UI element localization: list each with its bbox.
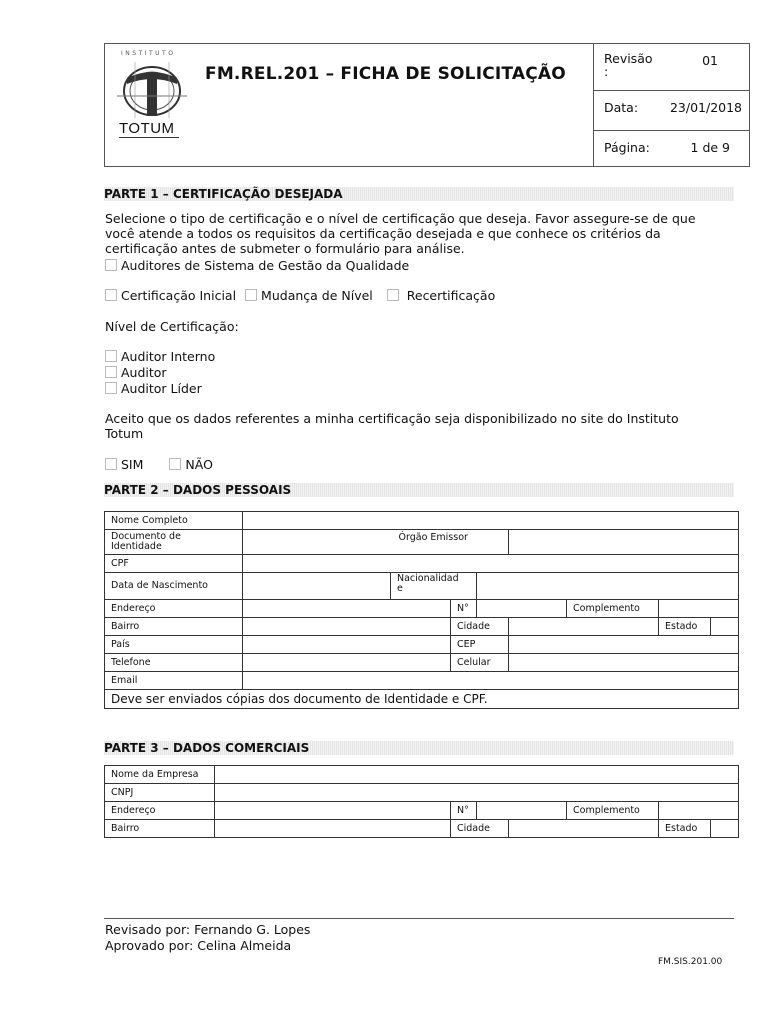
auditores-checkbox[interactable] [105,259,117,271]
part1-intro-line1: Selecione o tipo de certificação e o nível de certificação que deseja. Favor assegure-se de que [105,211,696,226]
com-complemento-field[interactable] [659,802,739,820]
com-cidade-label: Cidade [451,820,509,838]
pais-field[interactable] [243,636,451,654]
orgao-emissor-label: Órgão Emissor [451,530,509,555]
logo-underline [119,137,179,138]
mudanca-nivel-checkbox[interactable] [245,289,257,301]
telefone-field[interactable] [243,654,451,672]
com-cidade-field[interactable] [509,820,659,838]
com-bairro-label: Bairro [105,820,215,838]
table-row [105,820,739,838]
table-row [105,530,739,555]
logo-emblem-icon [115,58,189,120]
part1-intro-line3: certificação antes de submeter o formulário para análise. [105,241,465,256]
bairro-field[interactable] [243,618,451,636]
empresa-field[interactable] [215,766,739,784]
revision-label: Revisão : [604,51,653,79]
logo-bottom-text: TOTUM [119,120,175,137]
form-code: FM.SIS.201.00 [658,957,723,967]
table-row [105,802,739,820]
auditor-interno-checkbox[interactable] [105,350,117,362]
cert-type-row [105,289,495,303]
cep-field[interactable] [509,636,739,654]
nao-checkbox[interactable] [169,458,181,470]
auditor-checkbox[interactable] [105,366,117,378]
logo-top-text: INSTITUTO [121,50,176,57]
estado-label: Estado [659,618,711,636]
document-title: FM.REL.201 – FICHA DE SOLICITAÇÃO [205,64,566,84]
date-value: 23/01/2018 [669,100,742,115]
footer-divider [104,918,734,919]
com-bairro-field[interactable] [215,820,451,838]
cpf-label: CPF [105,555,243,573]
table-row [105,636,739,654]
nivel-auditor-row [105,366,167,380]
documento-label: Documento de Identidade [105,530,243,555]
auditor-interno-label: Auditor Interno [121,349,216,364]
part3-title: PARTE 3 – DADOS COMERCIAIS [104,741,734,755]
sim-checkbox[interactable] [105,458,117,470]
nome-completo-label: Nome Completo [105,512,243,530]
table-row [105,573,739,600]
numero-label: N° [451,600,477,618]
nivel-lider-row [105,382,202,396]
complemento-label: Complemento [567,600,659,618]
table-row [105,672,739,690]
table-row [105,654,739,672]
approved-by: Aprovado por: Celina Almeida [105,938,292,953]
nao-label: NÃO [185,457,213,472]
part2-title: PARTE 2 – DADOS PESSOAIS [104,483,734,497]
revision-value: 01 [702,53,718,68]
numero-field[interactable] [477,600,567,618]
orgao-emissor-field[interactable] [509,530,739,555]
nacionalidade-label: Nacionalidad e [391,573,477,600]
auditor-lider-checkbox[interactable] [105,382,117,394]
com-complemento-label: Complemento [567,802,659,820]
pais-label: País [105,636,243,654]
page-row [594,130,750,171]
table-row [105,766,739,784]
bairro-label: Bairro [105,618,243,636]
revised-by: Revisado por: Fernando G. Lopes [105,922,311,937]
sim-label: SIM [121,457,144,472]
consent-line1: Aceito que os dados referentes a minha certificação seja disponibilizado no site do Instituto [105,411,679,426]
cnpj-field[interactable] [215,784,739,802]
personal-data-table [104,511,739,709]
nome-completo-field[interactable] [243,512,739,530]
consent-line2: Totum [105,426,144,441]
recertificacao-checkbox[interactable] [387,289,399,301]
option-auditores-row [105,259,409,273]
part1-intro-line2: você atende a todos os requisitos da certificação desejada e que conhece os critérios da [105,226,661,241]
com-numero-label: N° [451,802,477,820]
telefone-label: Telefone [105,654,243,672]
complemento-field[interactable] [659,600,739,618]
com-endereco-label: Endereço [105,802,215,820]
email-field[interactable] [243,672,739,690]
com-estado-field[interactable] [711,820,739,838]
cnpj-label: CNPJ [105,784,215,802]
com-numero-field[interactable] [477,802,567,820]
celular-field[interactable] [509,654,739,672]
cidade-field[interactable] [509,618,659,636]
table-row [105,618,739,636]
auditor-lider-label: Auditor Líder [121,381,202,396]
com-estado-label: Estado [659,820,711,838]
cert-inicial-checkbox[interactable] [105,289,117,301]
table-row [105,555,739,573]
table-row [105,784,739,802]
commercial-data-table [104,765,739,838]
revision-info-panel [593,44,750,166]
endereco-label: Endereço [105,600,243,618]
table-row [105,512,739,530]
endereco-field[interactable] [243,600,451,618]
nascimento-label: Data de Nascimento [105,573,243,600]
recertificacao-label: Recertificação [406,288,496,303]
cep-label: CEP [451,636,509,654]
page-label: Página: [604,140,650,155]
revision-row [594,44,750,84]
nacionalidade-field[interactable] [477,573,739,600]
cpf-field[interactable] [243,555,739,573]
table-row [105,600,739,618]
totum-logo [105,44,195,166]
nascimento-field[interactable] [243,573,391,600]
estado-field[interactable] [711,618,739,636]
celular-label: Celular [451,654,509,672]
auditores-label: Auditores de Sistema de Gestão da Qualidade [121,258,410,273]
part1-title: PARTE 1 – CERTIFICAÇÃO DESEJADA [104,187,734,201]
documents-note: Deve ser enviados cópias dos documento de Identidade e CPF. [105,690,739,709]
auditor-label: Auditor [121,365,167,380]
date-label: Data: [604,100,639,115]
nivel-label: Nível de Certificação: [105,319,239,334]
consent-options-row [105,458,213,472]
com-endereco-field[interactable] [215,802,451,820]
page-value: 1 de 9 [690,140,730,155]
nivel-interno-row [105,350,215,364]
cidade-label: Cidade [451,618,509,636]
email-label: Email [105,672,243,690]
date-row [594,90,750,131]
cert-inicial-label: Certificação Inicial [121,288,237,303]
document-header [104,43,750,167]
mudanca-nivel-label: Mudança de Nível [261,288,373,303]
empresa-label: Nome da Empresa [105,766,215,784]
table-row [105,690,739,709]
